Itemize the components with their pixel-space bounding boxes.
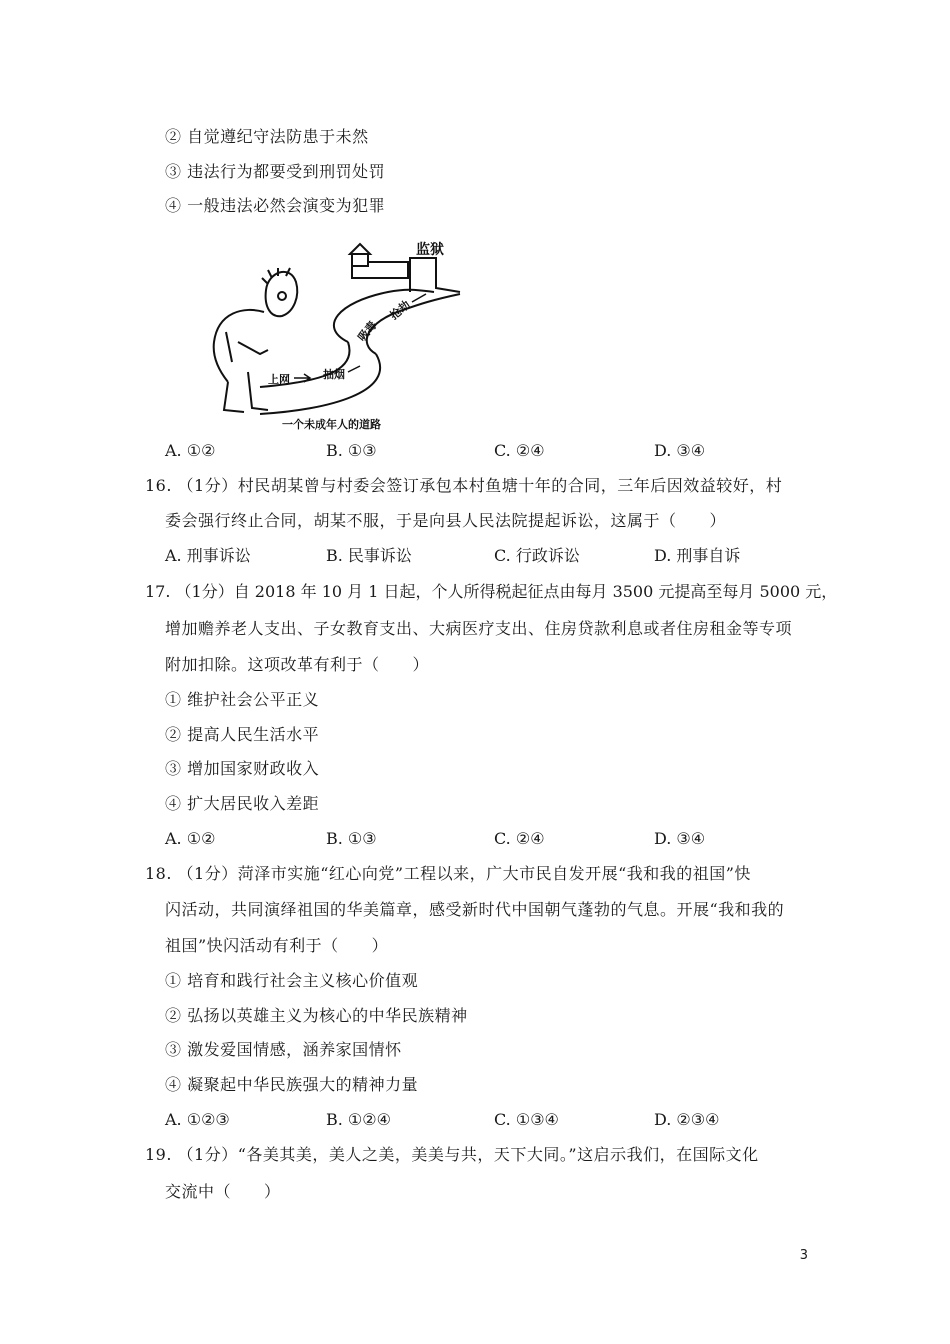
q15-option-a[interactable]: A. ①② xyxy=(165,441,216,460)
step-label: 吸毒 xyxy=(355,318,380,344)
q17-option-a[interactable]: A. ①② xyxy=(165,829,216,848)
q16-option-c[interactable]: C. 行政诉讼 xyxy=(494,546,580,565)
q19-stem-line2: 交流中（ ） xyxy=(165,1182,281,1201)
q17-stem-line2: 增加赡养老人支出、子女教育支出、大病医疗支出、住房贷款利息或者住房租金等专项 xyxy=(165,619,793,638)
q16-option-d[interactable]: D. 刑事自诉 xyxy=(654,546,741,565)
q15-item-4: ④ 一般违法必然会演变为犯罪 xyxy=(165,196,386,215)
q17-item-4: ④ 扩大居民收入差距 xyxy=(165,794,320,813)
q17-stem-line3: 附加扣除。这项改革有利于（ ） xyxy=(165,655,430,674)
step-label: 抽烟 xyxy=(323,368,345,381)
page-number: 3 xyxy=(799,1248,808,1263)
q16-option-b[interactable]: B. 民事诉讼 xyxy=(326,546,412,565)
prison-label: 监狱 xyxy=(416,242,444,258)
q15-option-c[interactable]: C. ②④ xyxy=(494,441,545,460)
minor-path-cartoon xyxy=(198,232,468,432)
figure-caption: 一个未成年人的道路 xyxy=(282,418,381,431)
q15-item-2: ② 自觉遵纪守法防患于未然 xyxy=(165,127,369,146)
q18-item-3: ③ 激发爱国情感，涵养家国情怀 xyxy=(165,1040,402,1059)
q18-item-1: ① 培育和践行社会主义核心价值观 xyxy=(165,971,419,990)
step-label: 上网 xyxy=(268,373,290,386)
q17-item-3: ③ 增加国家财政收入 xyxy=(165,759,320,778)
q18-option-a[interactable]: A. ①②③ xyxy=(165,1110,230,1129)
q16-option-a[interactable]: A. 刑事诉讼 xyxy=(165,546,251,565)
q16-stem-line1: 16. （1分）村民胡某曾与村委会签订承包本村鱼塘十年的合同，三年后因效益较好，村 xyxy=(145,476,783,495)
q18-stem-line1: 18. （1分）菏泽市实施“红心向党”工程以来，广大市民自发开展“我和我的祖国”快 xyxy=(145,864,751,883)
q18-item-2: ② 弘扬以英雄主义为核心的中华民族精神 xyxy=(165,1006,468,1025)
q15-option-d[interactable]: D. ③④ xyxy=(654,441,706,460)
q18-item-4: ④ 凝聚起中华民族强大的精神力量 xyxy=(165,1075,419,1094)
q17-option-b[interactable]: B. ①③ xyxy=(326,829,377,848)
q17-option-c[interactable]: C. ②④ xyxy=(494,829,545,848)
q17-stem-line1: 17. （1分）自 2018 年 10 月 1 日起，个人所得税起征点由每月 3500 元提高至每月 5000 元， xyxy=(145,582,838,601)
q17-option-d[interactable]: D. ③④ xyxy=(654,829,706,848)
q17-item-1: ① 维护社会公平正义 xyxy=(165,690,320,709)
q18-option-b[interactable]: B. ①②④ xyxy=(326,1110,391,1129)
step-label: 抢劫 xyxy=(387,298,413,323)
q15-option-b[interactable]: B. ①③ xyxy=(326,441,377,460)
q18-stem-line3: 祖国”快闪活动有利于（ ） xyxy=(165,936,389,955)
q16-stem-line2: 委会强行终止合同，胡某不服，于是向县人民法院提起诉讼，这属于（ ） xyxy=(165,511,727,530)
q18-option-c[interactable]: C. ①③④ xyxy=(494,1110,559,1129)
q19-stem-line1: 19. （1分）“各美其美，美人之美，美美与共，天下大同。”这启示我们，在国际文化 xyxy=(145,1145,759,1164)
q18-option-d[interactable]: D. ②③④ xyxy=(654,1110,720,1129)
q15-item-3: ③ 违法行为都要受到刑罚处罚 xyxy=(165,162,386,181)
q17-item-2: ② 提高人民生活水平 xyxy=(165,725,320,744)
q18-stem-line2: 闪活动，共同演绎祖国的华美篇章，感受新时代中国朝气蓬勃的气息。开展“我和我的 xyxy=(165,900,785,919)
